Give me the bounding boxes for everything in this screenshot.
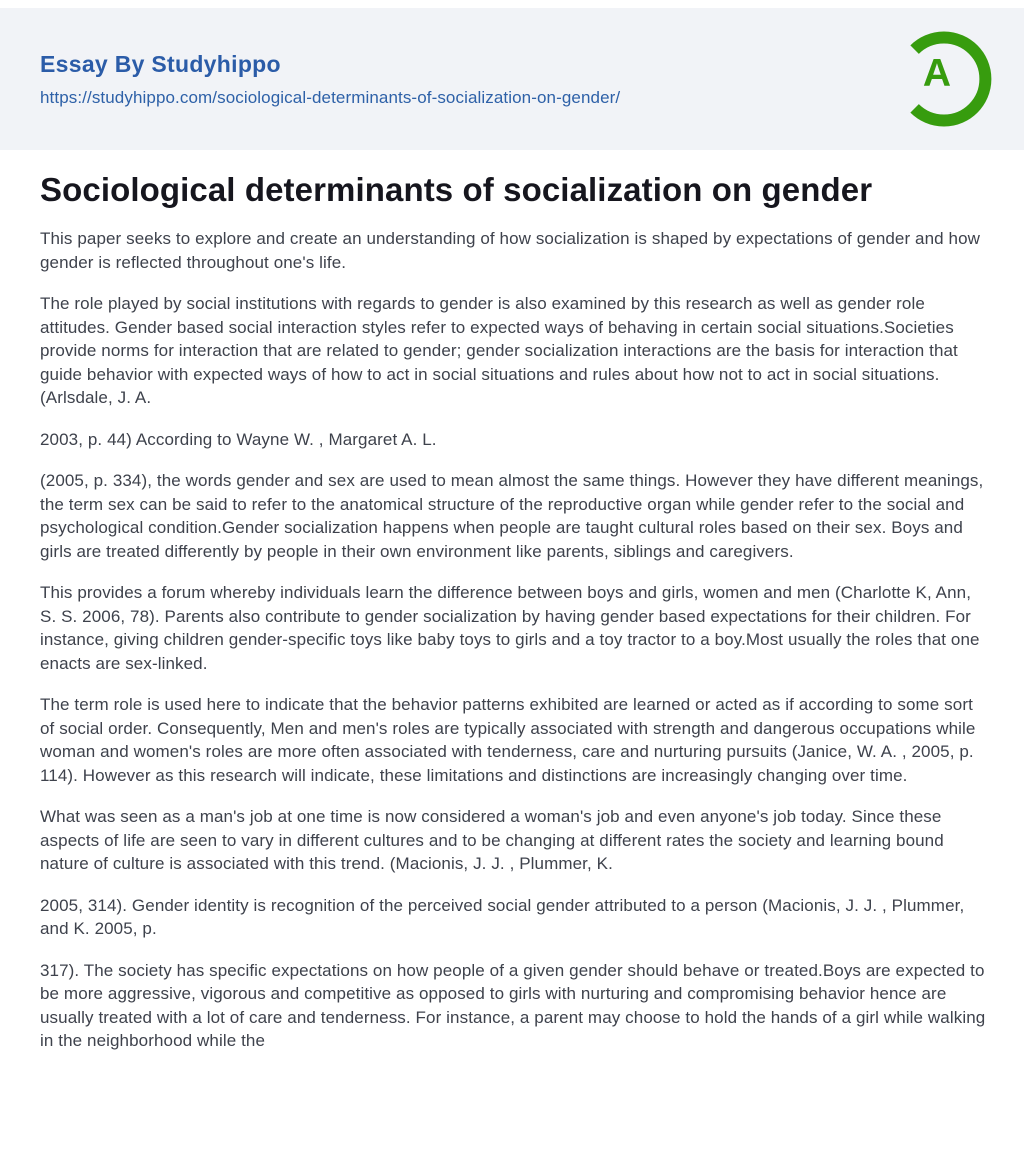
essay-paragraph: 317). The society has specific expectations on how people of a given gender should behave or treated.Boys are expected to be more aggressive, vigorous and competitive as opposed to girls with nurturing and compromising behavior hence are usually treated with a lot of care and tenderness. For instance, a parent may choose to hold the hands of a girl while walking in the neighborhood while the: [40, 960, 986, 1050]
essay-content: [0, 150, 1024, 1111]
essay-paragraph: This provides a forum whereby individuals learn the difference between boys and girls, women and men (Charlotte K, Ann, S. S. 2006, 78). Parents also contribute to gender socialization by having gender based expectations for their children. For instance, giving children gender-specific toys like baby toys to girls and a toy tractor to a boy.Most usually the roles that one enacts are sex-linked.: [40, 583, 980, 673]
header-text-block: [40, 51, 620, 108]
essay-url-link[interactable]: https://studyhippo.com/sociological-determinants-of-socialization-on-gender/: [40, 87, 621, 107]
page-title: Sociological determinants of socialization on gender: [40, 171, 873, 208]
essay-paragraph: The term role is used here to indicate that the behavior patterns exhibited are learned or acted as if according to some sort of social order. Consequently, Men and men's roles are typically associated with strength and dangerous occupations while woman and women's roles are more often associated with tenderness, care and nurturing pursuits (Janice, W. A. , 2005, p. 114). However as this research will indicate, these limitations and distinctions are increasingly changing over time.: [40, 695, 976, 785]
essay-paragraph: The role played by social institutions with regards to gender is also examined by this research as well as gender role attitudes. Gender based social interaction styles refer to expected ways of behaving in certain social situations.Societies provide norms for interaction that are related to gender; gender socialization interactions are the basis for interaction that guide behavior with expected ways of how to act in social situations and rules about how not to act in social situations. (Arlsdale, J. A.: [40, 294, 958, 407]
studyhippo-logo-icon: [894, 28, 994, 130]
essay-paragraph: 2005, 314). Gender identity is recognition of the perceived social gender attributed to a person (Macionis, J. J. , Plummer, and K. 2005, p.: [40, 895, 965, 938]
page-header: [0, 8, 1024, 150]
essay-paragraph: (2005, p. 334), the words gender and sex are used to mean almost the same things. However they have different meanings, the term sex can be said to refer to the anatomical structure of the reproductive organ while gender refer to the social and psychological condition.Gender socialization happens when people are taught cultural roles based on their sex. Boys and girls are treated differently by people in their own environment like parents, siblings and caregivers.: [40, 471, 984, 561]
site-title: Essay By Studyhippo: [40, 50, 281, 77]
essay-paragraph: What was seen as a man's job at one time is now considered a woman's job and even anyone's job today. Since these aspects of life are seen to vary in different cultures and to be changing at different rates the society and learning bound nature of culture is associated with this trend. (Macionis, J. J. , Plummer, K.: [40, 807, 944, 873]
logo-letter: A: [922, 52, 952, 95]
essay-paragraph: 2003, p. 44) According to Wayne W. , Margaret A. L.: [40, 429, 437, 449]
essay-paragraph: This paper seeks to explore and create an understanding of how socialization is shaped by expectations of gender and how gender is reflected throughout one's life.: [40, 229, 981, 272]
